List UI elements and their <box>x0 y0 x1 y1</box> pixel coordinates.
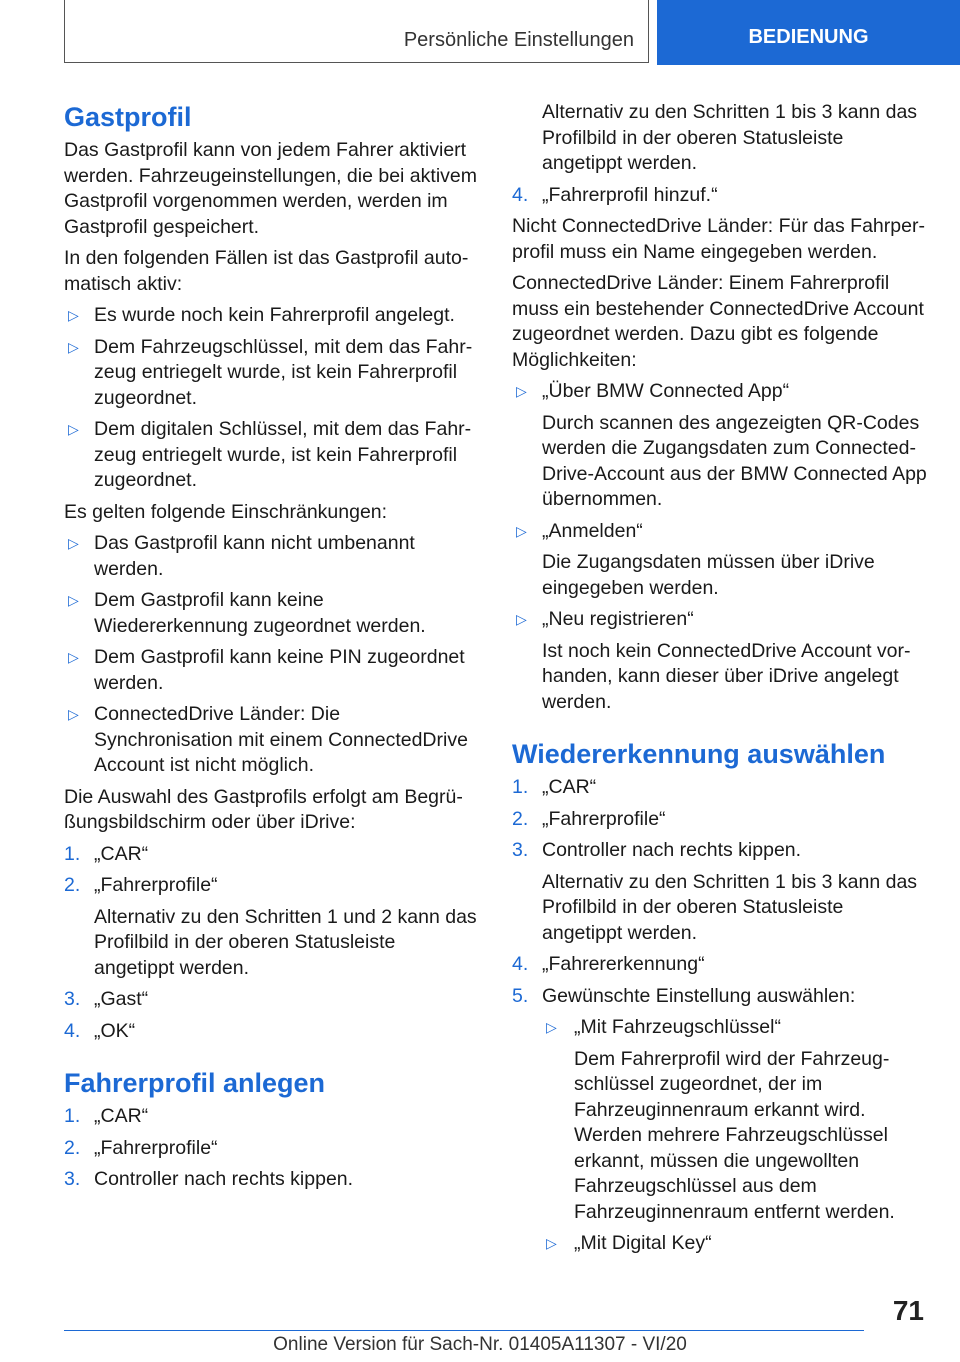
paragraph: ConnectedDrive Länder: Einem Fahrerprofil muss ein bestehender ConnectedDrive Account zugeordnet werden. Dazu gibt es folgende Möglichkeiten: <box>512 272 924 371</box>
step-note: Alternativ zu den Schritten 1 und 2 kann das Profilbild in der oberen Statusleiste angetippt werden. <box>94 905 477 979</box>
bullet-list <box>542 1015 928 1257</box>
list-item: 1. „CAR“ <box>64 1105 149 1127</box>
header-title: Persönliche Einstellungen <box>403 29 634 51</box>
footer-divider <box>64 1330 864 1331</box>
numbered-list <box>512 100 928 208</box>
list-item: 2. „Fahrerprofile“ <box>512 807 666 830</box>
triangle-bullet-icon: ▷ <box>68 592 79 608</box>
list-item: 3. Controller nach rechts kippen. <box>64 1168 354 1190</box>
list-item: ▷ Dem Fahrzeugschlüssel, mit dem das Fahrzeug entriegelt wurde, ist kein Fahrerprofil zugeordnet. <box>68 335 473 409</box>
triangle-bullet-icon: ▷ <box>68 535 79 551</box>
bullet-list <box>512 379 928 715</box>
heading-wiedererkennung: Wiedererkennung auswählen <box>512 739 886 769</box>
list-item: ▷ Dem Gastprofil kann keine PIN zugeordnet werden. <box>68 646 465 694</box>
header-box <box>64 0 649 63</box>
list-item: 2. „Fahrerprofile“ <box>64 1136 218 1159</box>
list-item: 4. „Fahrerprofil hinzuf.“ <box>512 183 718 206</box>
triangle-bullet-icon: ▷ <box>68 307 79 323</box>
step-note: Alternativ zu den Schritten 1 bis 3 kann das Profilbild in der oberen Statusleiste angetippt werden. <box>542 101 918 174</box>
paragraph: In den folgenden Fällen ist das Gastprofil automatisch aktiv: <box>64 247 469 295</box>
list-item: ▷ „Über BMW Connected App“ Durch scannen des angezeigten QR-Codes werden die Zugangsdaten zum ConnectedDrive-Account aus der BMW Connected App übernommen. <box>512 379 928 513</box>
list-item: 4. „Fahrererkennung“ <box>512 953 705 975</box>
list-item: 1. „CAR“ <box>512 776 597 798</box>
list-item: 3. Controller nach rechts kippen. Alternativ zu den Schritten 1 bis 3 kann das Profilbild in der oberen Statusleiste angetippt werden. <box>512 838 928 946</box>
numbered-list <box>64 842 479 1045</box>
triangle-bullet-icon: ▷ <box>516 611 527 627</box>
left-column <box>64 100 479 1199</box>
list-item: ▷ „Mit Fahrzeugschlüssel“ Dem Fahrerprofil wird der Fahrzeugschlüssel zugeordnet, der im Fahrzeuginnenraum erkannt wird. Werden mehrere Fahrzeugschlüssel erkannt, müssen die ungewollten Fahrzeugschlüssel aus dem Fahrzeuginnenraum entfernt werden. <box>542 1015 928 1225</box>
triangle-bullet-icon: ▷ <box>546 1235 557 1251</box>
option-note: Dem Fahrerprofil wird der Fahrzeugschlüssel zugeordnet, der im Fahrzeuginnenraum erkannt wird. Werden mehrere Fahrzeugschlüssel erkannt, müssen die ungewollten Fahrzeugschlüssel aus dem Fahrzeuginnenraum entfernt werden. <box>574 1047 895 1223</box>
list-item: 3. „Gast“ <box>64 988 149 1010</box>
option-note: Durch scannen des angezeigten QR-Codes werden die Zugangsdaten zum ConnectedDrive-Account aus der BMW Connected App übernommen. <box>542 411 927 510</box>
paragraph: Das Gastprofil kann von jedem Fahrer aktiviert werden. Fahrzeugeinstellungen, die bei aktivem Gastprofil vorgenommen werden, werden im Gastprofil gespeichert. <box>64 139 477 238</box>
list-item: ▷ „Neu registrieren“ Ist noch kein ConnectedDrive Account vorhanden, kann dieser über iDrive angelegt werden. <box>512 607 928 715</box>
triangle-bullet-icon: ▷ <box>516 383 527 399</box>
list-item: ▷ „Mit Digital Key“ <box>542 1231 928 1257</box>
triangle-bullet-icon: ▷ <box>68 706 79 722</box>
paragraph: Es gelten folgende Einschränkungen: <box>64 500 388 523</box>
numbered-list <box>512 775 928 1257</box>
heading-gastprofil: Gastprofil <box>64 102 192 132</box>
triangle-bullet-icon: ▷ <box>516 522 527 539</box>
bullet-list <box>64 531 479 779</box>
list-item: ▷ „Anmelden“ Die Zugangsdaten müssen über iDrive eingegeben werden. <box>512 519 928 602</box>
list-item: 1. „CAR“ <box>64 842 149 865</box>
list-item <box>512 100 928 177</box>
triangle-bullet-icon: ▷ <box>68 421 79 437</box>
section-tab: BEDIENUNG <box>657 0 960 65</box>
list-item: 5. Gewünschte Einstellung auswählen: ▷ „Mit Fahrzeugschlüssel“ Dem Fahrerprofil wird der Fahrzeugschlüssel zugeordnet, der im Fahrzeuginnenraum erkannt wird. Werden mehrere Fahrzeugschlüssel erkannt, müssen die ungewollten Fahrzeugschlüssel aus dem Fahrzeuginnenraum entfernt werden. ▷ „Mit Digital Key“ <box>512 984 928 1257</box>
numbered-list <box>64 1104 479 1193</box>
option-note: Ist noch kein ConnectedDrive Account vorhanden, kann dieser über iDrive angelegt werden. <box>542 639 911 713</box>
list-item: 2. „Fahrerprofile“ Alternativ zu den Schritten 1 und 2 kann das Profilbild in der oberen Statusleiste angetippt werden. <box>64 873 479 981</box>
paragraph: Nicht ConnectedDrive Länder: Für das Fahrperprofil muss ein Name eingegeben werden. <box>512 215 925 263</box>
triangle-bullet-icon: ▷ <box>546 1019 557 1035</box>
page-number: 71 <box>892 1295 924 1326</box>
right-column <box>512 100 928 1263</box>
paragraph: Die Auswahl des Gastprofils erfolgt am Begrüßungsbildschirm oder über iDrive: <box>64 785 463 833</box>
list-item: ▷ Dem Gastprofil kann keine Wiedererkennung zugeordnet werden. <box>68 589 426 637</box>
triangle-bullet-icon: ▷ <box>68 338 79 355</box>
footer-text: Online Version für Sach-Nr. 01405A11307 - VI/20 <box>273 1334 687 1355</box>
list-item: ▷ Dem digitalen Schlüssel, mit dem das Fahrzeug entriegelt wurde, ist kein Fahrerprofil zugeordnet. <box>68 418 472 491</box>
triangle-bullet-icon: ▷ <box>68 649 79 665</box>
list-item: ▷ Es wurde noch kein Fahrerprofil angelegt. <box>64 303 479 329</box>
list-item: ▷ ConnectedDrive Länder: Die Synchronisation mit einem ConnectedDrive Account ist nicht möglich. <box>68 703 468 776</box>
option-note: Die Zugangsdaten müssen über iDrive eingegeben werden. <box>542 551 875 599</box>
bullet-list <box>64 303 479 494</box>
heading-fahrerprofil-anlegen: Fahrerprofil anlegen <box>64 1068 326 1098</box>
list-item: ▷ Das Gastprofil kann nicht umbenannt werden. <box>68 532 415 580</box>
step-note: Alternativ zu den Schritten 1 bis 3 kann das Profilbild in der oberen Statusleiste angetippt werden. <box>542 870 918 944</box>
list-item: 4. „OK“ <box>64 1019 136 1042</box>
